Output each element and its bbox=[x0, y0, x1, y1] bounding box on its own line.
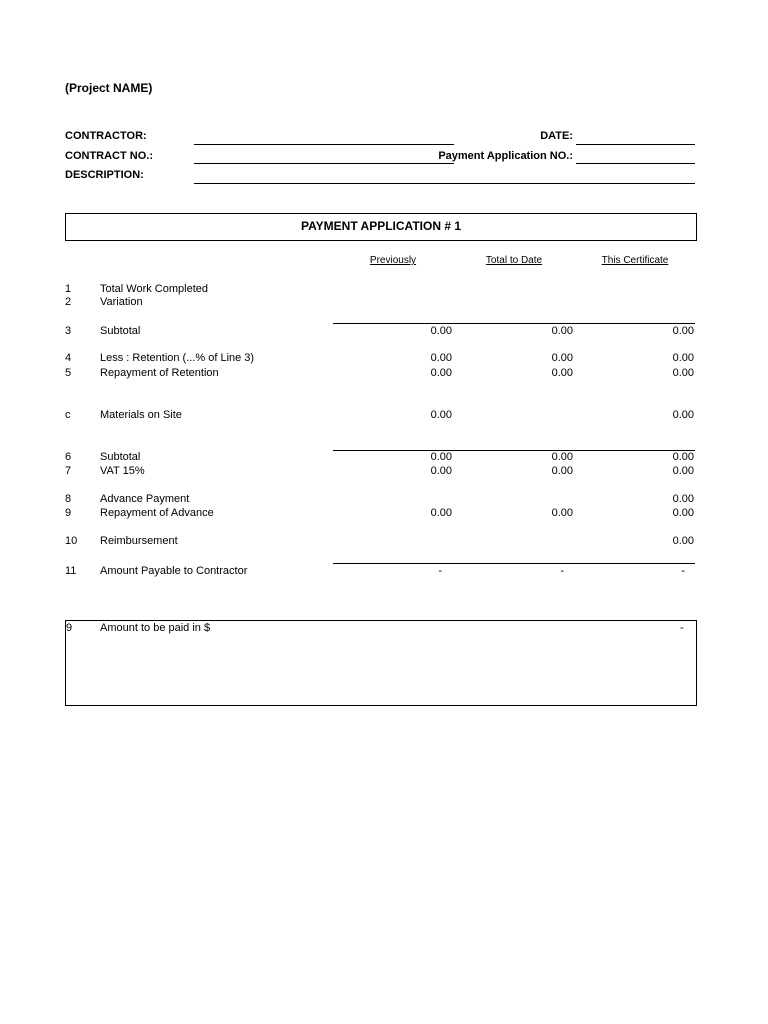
row-num: 7 bbox=[65, 465, 72, 477]
value-total-to-date: 0.00 bbox=[551, 465, 573, 477]
value-total-to-date: 0.00 bbox=[551, 507, 573, 519]
row-label: Variation bbox=[100, 296, 143, 308]
value-this-certificate: 0.00 bbox=[672, 493, 694, 505]
value-previously: 0.00 bbox=[430, 451, 452, 463]
payment-app-no-field[interactable] bbox=[576, 163, 695, 164]
title-box bbox=[65, 213, 697, 241]
contractor-field[interactable] bbox=[194, 144, 454, 145]
payment-app-no-label: Payment Application NO.: bbox=[438, 150, 573, 162]
description-label: DESCRIPTION: bbox=[65, 169, 144, 181]
total-rule bbox=[333, 563, 695, 564]
row-label: Reimbursement bbox=[100, 535, 178, 547]
row-label: Repayment of Retention bbox=[100, 367, 219, 379]
row-num: c bbox=[65, 409, 71, 421]
value-previously: 0.00 bbox=[430, 507, 452, 519]
row-label: Total Work Completed bbox=[100, 283, 209, 295]
date-field[interactable] bbox=[576, 144, 695, 145]
row-num: 9 bbox=[65, 507, 72, 519]
row-num: 6 bbox=[65, 451, 72, 463]
contract-no-field[interactable] bbox=[194, 163, 454, 164]
row-num: 2 bbox=[65, 296, 72, 308]
value-previously: - bbox=[438, 565, 442, 577]
value-this-certificate: 0.00 bbox=[672, 367, 694, 379]
row-label: VAT 15% bbox=[100, 465, 145, 477]
value-this-certificate: 0.00 bbox=[672, 465, 694, 477]
subtotal-rule bbox=[333, 323, 695, 324]
row-label: Amount Payable to Contractor bbox=[100, 565, 248, 577]
value-this-certificate: 0.00 bbox=[672, 535, 694, 547]
description-field[interactable] bbox=[194, 183, 695, 184]
value-total-to-date: - bbox=[560, 565, 564, 577]
row-label: Repayment of Advance bbox=[100, 507, 214, 519]
value-previously: 0.00 bbox=[430, 325, 452, 337]
value-this-certificate: 0.00 bbox=[672, 451, 694, 463]
column-this-certificate: This Certificate bbox=[601, 255, 669, 266]
row-num: 5 bbox=[65, 367, 72, 379]
row-label: Advance Payment bbox=[100, 493, 190, 505]
contractor-label: CONTRACTOR: bbox=[65, 130, 147, 142]
amount-box-num: 9 bbox=[66, 622, 73, 634]
row-num: 8 bbox=[65, 493, 72, 505]
value-total-to-date: 0.00 bbox=[551, 451, 573, 463]
column-total-to-date: Total to Date bbox=[485, 255, 543, 266]
value-previously: 0.00 bbox=[430, 367, 452, 379]
row-num: 10 bbox=[65, 535, 78, 547]
row-num: 11 bbox=[65, 565, 77, 577]
value-total-to-date: 0.00 bbox=[551, 367, 573, 379]
value-this-certificate: 0.00 bbox=[672, 409, 694, 421]
row-num: 1 bbox=[65, 283, 72, 295]
value-this-certificate: 0.00 bbox=[672, 325, 694, 337]
value-previously: 0.00 bbox=[430, 352, 452, 364]
row-label: Subtotal bbox=[100, 451, 141, 463]
title: PAYMENT APPLICATION # 1 bbox=[300, 219, 462, 233]
row-label: Materials on Site bbox=[100, 409, 182, 421]
date-label: DATE: bbox=[540, 130, 573, 142]
amount-box bbox=[65, 620, 697, 706]
row-label: Less : Retention (...% of Line 3) bbox=[100, 352, 255, 364]
contract-no-label: CONTRACT NO.: bbox=[65, 150, 153, 162]
amount-box-value: - bbox=[680, 622, 684, 634]
value-previously: 0.00 bbox=[430, 465, 452, 477]
value-this-certificate: 0.00 bbox=[672, 352, 694, 364]
column-previously: Previously bbox=[369, 255, 417, 266]
project-name: (Project NAME) bbox=[65, 81, 153, 95]
value-this-certificate: 0.00 bbox=[672, 507, 694, 519]
value-total-to-date: 0.00 bbox=[551, 352, 573, 364]
value-previously: 0.00 bbox=[430, 409, 452, 421]
row-num: 3 bbox=[65, 325, 72, 337]
row-num: 4 bbox=[65, 352, 72, 364]
amount-box-label: Amount to be paid in $ bbox=[100, 622, 211, 634]
row-label: Subtotal bbox=[100, 325, 141, 337]
value-total-to-date: 0.00 bbox=[551, 325, 573, 337]
value-this-certificate: - bbox=[681, 565, 685, 577]
